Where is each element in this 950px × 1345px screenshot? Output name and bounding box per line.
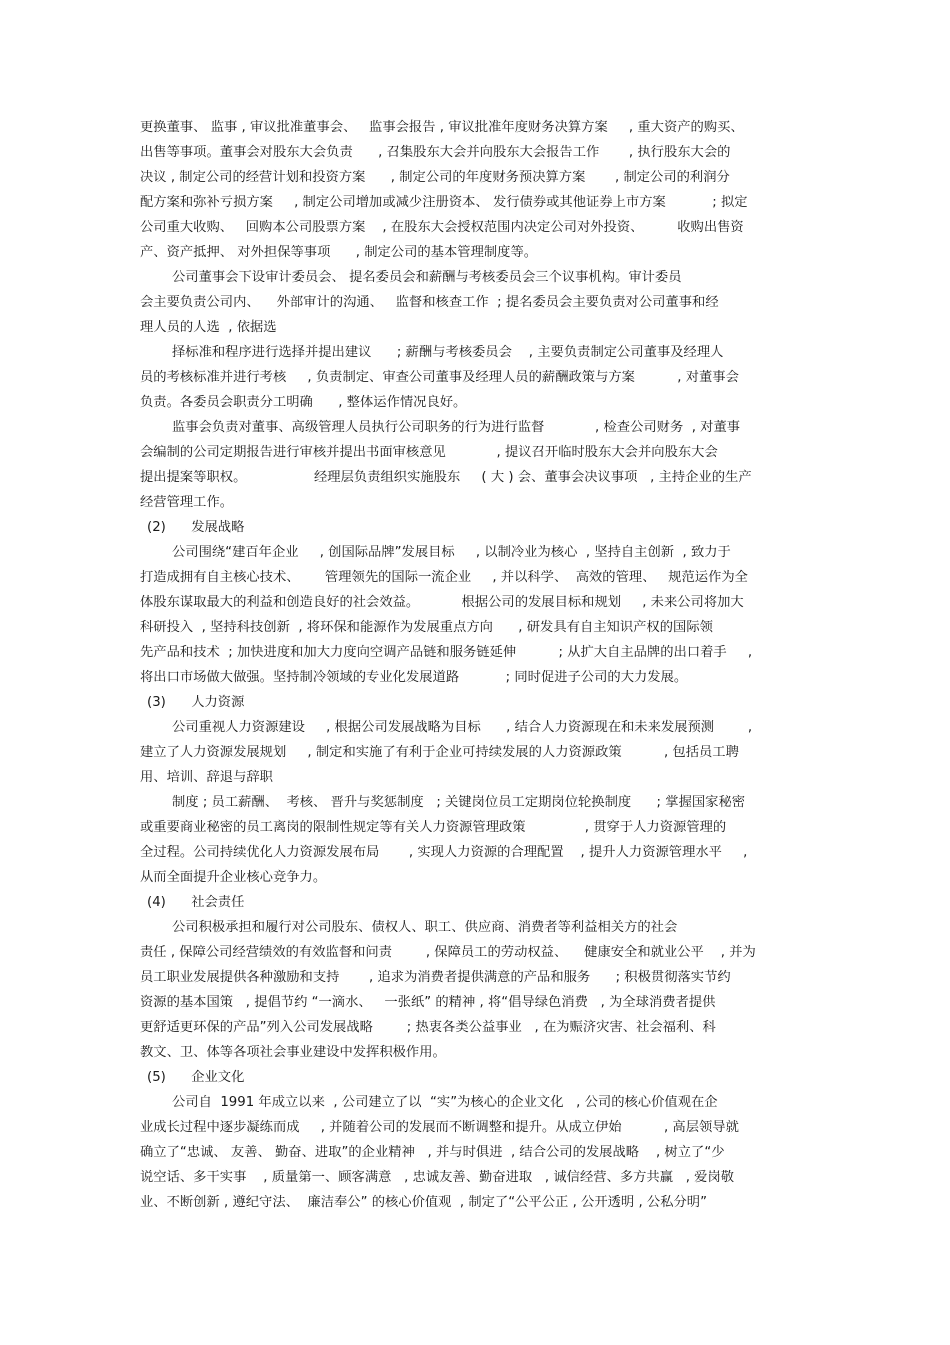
text-line: 业成长过程中逐步凝练而成 , 并随着公司的发展而不断调整和提升。从成立伊始 , 高层领导就 (140, 1120, 739, 1135)
paragraph-start: 监事会负责对董事、高级管理人员执行公司职务的行为进行监督 , 检查公司财务 , 对董事 (172, 420, 741, 435)
text-line: 将出口市场做大做强。坚持制冷领域的专业化发展道路 ; 同时促进子公司的大力发展。 (140, 670, 688, 685)
text-line: 建立了人力资源发展规划 , 制定和实施了有利于企业可持续发展的人力资源政策 , 包括员工聘 (140, 745, 739, 760)
text-line: 业、不断创新 , 遵纪守法、 廉洁奉公” 的核心价值观 , 制定了“公平公正 , 公开透明 , 公私分明” (140, 1195, 707, 1210)
text-line: 或重要商业秘密的员工离岗的限制性规定等有关人力资源管理政策 , 贯穿于人力资源管理的 (140, 820, 727, 835)
section-heading: (4) 社会责任 (147, 895, 245, 910)
paragraph-start: 公司积极承担和履行对公司股东、债权人、职工、供应商、消费者等利益相关方的社会 (172, 920, 678, 935)
text-line: 员的考核标准并进行考核 , 负责制定、审查公司董事及经理人员的薪酬政策与方案 , 对董事会 (140, 370, 739, 385)
text-line: 员工职业发展提供各种激励和支持 , 追求为消费者提供满意的产品和服务 ; 积极贯彻落实节约 (140, 970, 731, 985)
text-line: 说空话、多干实事 , 质量第一、顾客满意 , 忠诚友善、勤奋进取 , 诚信经营、多方共赢 , 爱岗敬 (140, 1170, 735, 1185)
text-line: 负责。各委员会职责分工明确 , 整体运作情况良好。 (140, 395, 467, 410)
text-line: 先产品和技术 ; 加快进度和加大力度向空调产品链和服务链延伸 ; 从扩大自主品牌的出口着手 , (140, 645, 753, 660)
text-line: 教文、卫、体等各项社会事业建设中发挥积极作用。 (140, 1045, 446, 1060)
text-line: 打造成拥有自主核心技术、 管理领先的国际一流企业 , 并以科学、 高效的管理、 规范运作为全 (140, 570, 748, 585)
text-line: 产、资产抵押、 对外担保等事项 , 制定公司的基本管理制度等。 (140, 245, 538, 260)
paragraph-start: 公司自 1991 年成立以来 , 公司建立了以 “实”为核心的企业文化 , 公司的核心价值观在企 (172, 1095, 718, 1110)
text-line: 更舒适更环保的产品”列入公司发展战略 ; 热衷各类公益事业 , 在为赈济灾害、社会福利、科 (140, 1020, 716, 1035)
text-line: 体股东谋取最大的利益和创造良好的社会效益。 根据公司的发展目标和规划 , 未来公司将加大 (140, 595, 744, 610)
text-line: 更换董事、 监事 , 审议批准董事会、 监事会报告 , 审议批准年度财务决算方案 , 重大资产的购买、 (140, 120, 744, 135)
text-line: 决议 , 制定公司的经营计划和投资方案 , 制定公司的年度财务预决算方案 , 制定公司的利润分 (140, 170, 730, 185)
text-line: 出售等事项。董事会对股东大会负责 , 召集股东大会并向股东大会报告工作 , 执行股东大会的 (140, 145, 731, 160)
section-heading: (3) 人力资源 (147, 695, 245, 710)
section-heading: (2) 发展战略 (147, 520, 245, 535)
text-line: 提出提案等职权。 经理层负责组织实施股东 ( 大 ) 会、董事会决议事项 , 主持企业的生产 (140, 470, 752, 485)
text-line: 用、培训、辞退与辞职 (140, 770, 273, 785)
text-line: 公司重大收购、 回购本公司股票方案 , 在股东大会授权范围内决定公司对外投资、 收购出售资 (140, 220, 744, 235)
text-line: 从而全面提升企业核心竞争力。 (140, 870, 327, 885)
text-line: 科研投入 , 坚持科技创新 , 将环保和能源作为发展重点方向 , 研发具有自主知识产权的国际领 (140, 620, 713, 635)
text-line: 经营管理工作。 (140, 495, 234, 510)
text-line: 确立了“忠诚、 友善、 勤奋、进取”的企业精神 , 并与时俱进 , 结合公司的发展战略 , 树立了“少 (140, 1145, 725, 1160)
text-line: 会主要负责公司内、 外部审计的沟通、 监督和核查工作 ; 提名委员会主要负责对公司董事和经 (140, 295, 719, 310)
section-heading: (5) 企业文化 (147, 1070, 245, 1085)
text-line: 责任 , 保障公司经营绩效的有效监督和问责 , 保障员工的劳动权益、 健康安全和就业公平 , 并为 (140, 945, 756, 960)
text-line: 全过程。公司持续优化人力资源发展布局 , 实现人力资源的合理配置 , 提升人力资源管理水平 , (140, 845, 748, 860)
paragraph-start: 择标准和程序进行选择并提出建议 ; 薪酬与考核委员会 , 主要负责制定公司董事及经理人 (172, 345, 724, 360)
paragraph-start: 公司围绕“建百年企业 , 创国际品牌”发展目标 , 以制冷业为核心 , 坚持自主创新 , 致力于 (172, 545, 731, 560)
paragraph-start: 公司重视人力资源建设 , 根据公司发展战略为目标 , 结合人力资源现在和未来发展预测 , (172, 720, 753, 735)
text-line: 理人员的人选 , 依据选 (140, 320, 277, 335)
text-line: 会编制的公司定期报告进行审核并提出书面审核意见 , 提议召开临时股东大会并向股东大会 (140, 445, 718, 460)
text-line: 配方案和弥补亏损方案 , 制定公司增加或减少注册资本、 发行债券或其他证券上市方案 ; 拟定 (140, 195, 748, 210)
text-line: 资源的基本国策 , 提倡节约 “一滴水、 一张纸” 的精神 , 将“倡导绿色消费 , 为全球消费者提供 (140, 995, 716, 1010)
paragraph-start: 公司董事会下设审计委员会、 提名委员会和薪酬与考核委员会三个议事机构。审计委员 (172, 270, 682, 285)
paragraph-start: 制度 ; 员工薪酬、 考核、 晋升与奖惩制度 ; 关键岗位员工定期岗位轮换制度 ; 掌握国家秘密 (172, 795, 746, 810)
